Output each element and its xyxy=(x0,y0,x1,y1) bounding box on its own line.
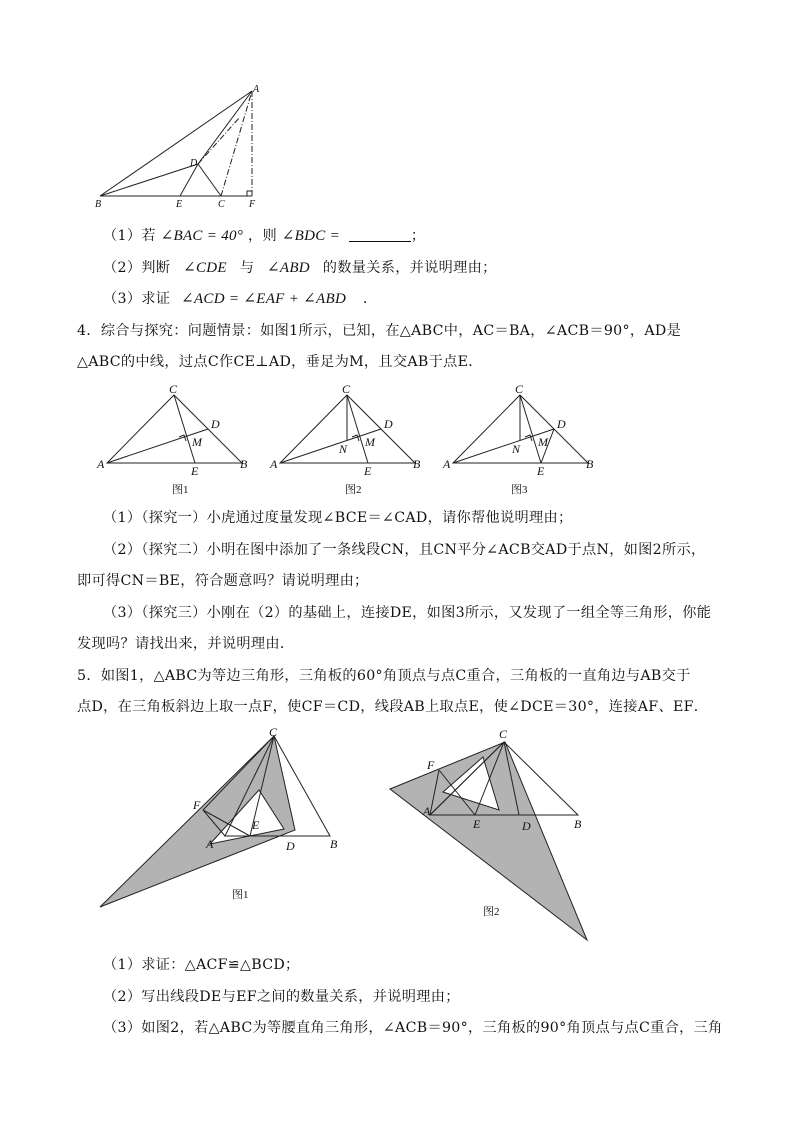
label-F: F xyxy=(249,199,256,210)
answer-blank[interactable] xyxy=(349,227,411,242)
line-BA xyxy=(100,91,252,196)
label-N: N xyxy=(339,442,348,456)
line-DC xyxy=(198,164,221,196)
right-angle-F xyxy=(247,191,252,196)
label-E: E xyxy=(364,464,372,478)
q4-figure-3 xyxy=(438,380,603,500)
angle-BAC: ∠BAC = 40° xyxy=(160,228,244,244)
q4-figure-2 xyxy=(265,380,430,500)
q5-figure-1 xyxy=(95,725,355,915)
caption-fig2: 图2 xyxy=(483,906,500,918)
label-A: A xyxy=(270,457,278,471)
q4-stem-line1: 4．综合与探究：问题情景：如图1所示，已知，在△ABC中，AC＝BA，∠ACB＝90°，AD是 xyxy=(77,323,682,339)
q5-part2: （2）写出线段DE与EF之间的数量关系，并说明理由； xyxy=(103,989,460,1005)
label-D: D xyxy=(384,417,393,431)
label-C: C xyxy=(499,727,508,741)
q4-part2-line1: （2）（探究二）小明在图中添加了一条线段CN，且CN平分∠ACB交AD于点N，如图2所示， xyxy=(103,542,706,558)
label-D: D xyxy=(211,417,220,431)
line-CA xyxy=(221,91,252,196)
q4-part2-line2: 即可得CN＝BE，符合题意吗？请说明理由； xyxy=(77,573,369,589)
label-N: N xyxy=(512,442,521,456)
figure-top-triangle xyxy=(90,82,270,212)
label-C: C xyxy=(218,199,225,210)
label-D: D xyxy=(286,839,295,853)
label-M: M xyxy=(192,435,202,449)
caption-fig1: 图1 xyxy=(232,889,249,901)
q3-part2: （2）判断 ∠CDE 与 ∠ABD 的数量关系，并说明理由； xyxy=(103,260,497,276)
label-E: E xyxy=(537,464,545,478)
label-B: B xyxy=(586,457,594,471)
label-E: E xyxy=(176,199,183,210)
label-B: B xyxy=(330,837,338,851)
q4-part1: （1）（探究一）小虎通过度量发现∠BCE＝∠CAD，请你帮他说明理由； xyxy=(103,510,573,526)
label-F: F xyxy=(427,758,435,772)
q4-figure-1 xyxy=(92,380,257,500)
q4-stem-line2: △ABC的中线，过点C作CE⊥AD，垂足为M，且交AB于点E． xyxy=(77,354,483,370)
label-A: A xyxy=(253,84,260,95)
angle-BDC: ∠BDC = xyxy=(281,228,340,244)
label-A: A xyxy=(97,457,105,471)
label-B: B xyxy=(95,199,102,210)
q3-part3: （3）求证 ∠ACD = ∠EAF + ∠ABD . xyxy=(103,291,368,307)
q3-part1: （1）若 ∠BAC = 40° ，则 ∠BDC = ； xyxy=(103,228,426,244)
label-E: E xyxy=(252,818,260,832)
label-A: A xyxy=(206,837,214,851)
label-D: D xyxy=(557,417,566,431)
caption-fig3: 图3 xyxy=(511,484,528,496)
q5-part3: （3）如图2，若△ABC为等腰直角三角形，∠ACB＝90°，三角板的90°角顶点与点C重合，三角 xyxy=(103,1020,723,1036)
label-A: A xyxy=(443,457,451,471)
label-D: D xyxy=(522,819,531,833)
label-D: D xyxy=(190,158,198,169)
label-M: M xyxy=(365,435,375,449)
line-BD xyxy=(100,164,198,196)
q5-stem-line2: 点D，在三角板斜边上取一点F，使CF＝CD，线段AB上取点E，使∠DCE＝30°，连接AF、EF． xyxy=(77,699,709,715)
q5-part1: （1）求证：△ACF≌△BCD； xyxy=(103,957,300,973)
q5-stem-line1: 5．如图1，△ABC为等边三角形，三角板的60°角顶点与点C重合，三角板的一直角边与AB交于 xyxy=(77,668,691,684)
label-C: C xyxy=(342,382,351,396)
label-C: C xyxy=(269,725,278,739)
label-A: A xyxy=(423,804,431,818)
label-B: B xyxy=(413,457,421,471)
q4-part3-line1: （3）（探究三）小刚在（2）的基础上，连接DE，如图3所示，又发现了一组全等三角形，你能 xyxy=(103,605,712,621)
label-E: E xyxy=(473,817,481,831)
line-DA xyxy=(198,91,252,164)
label-E: E xyxy=(191,464,199,478)
q5-figure-2 xyxy=(385,722,595,947)
label-C: C xyxy=(169,382,178,396)
q4-part3-line2: 发现吗？请找出来，并说明理由． xyxy=(77,636,295,652)
label-C: C xyxy=(515,382,524,396)
label-F: F xyxy=(193,798,201,812)
label-B: B xyxy=(240,457,248,471)
caption-fig1: 图1 xyxy=(172,484,189,496)
label-M: M xyxy=(538,435,548,449)
caption-fig2: 图2 xyxy=(345,484,362,496)
label-B: B xyxy=(574,817,582,831)
